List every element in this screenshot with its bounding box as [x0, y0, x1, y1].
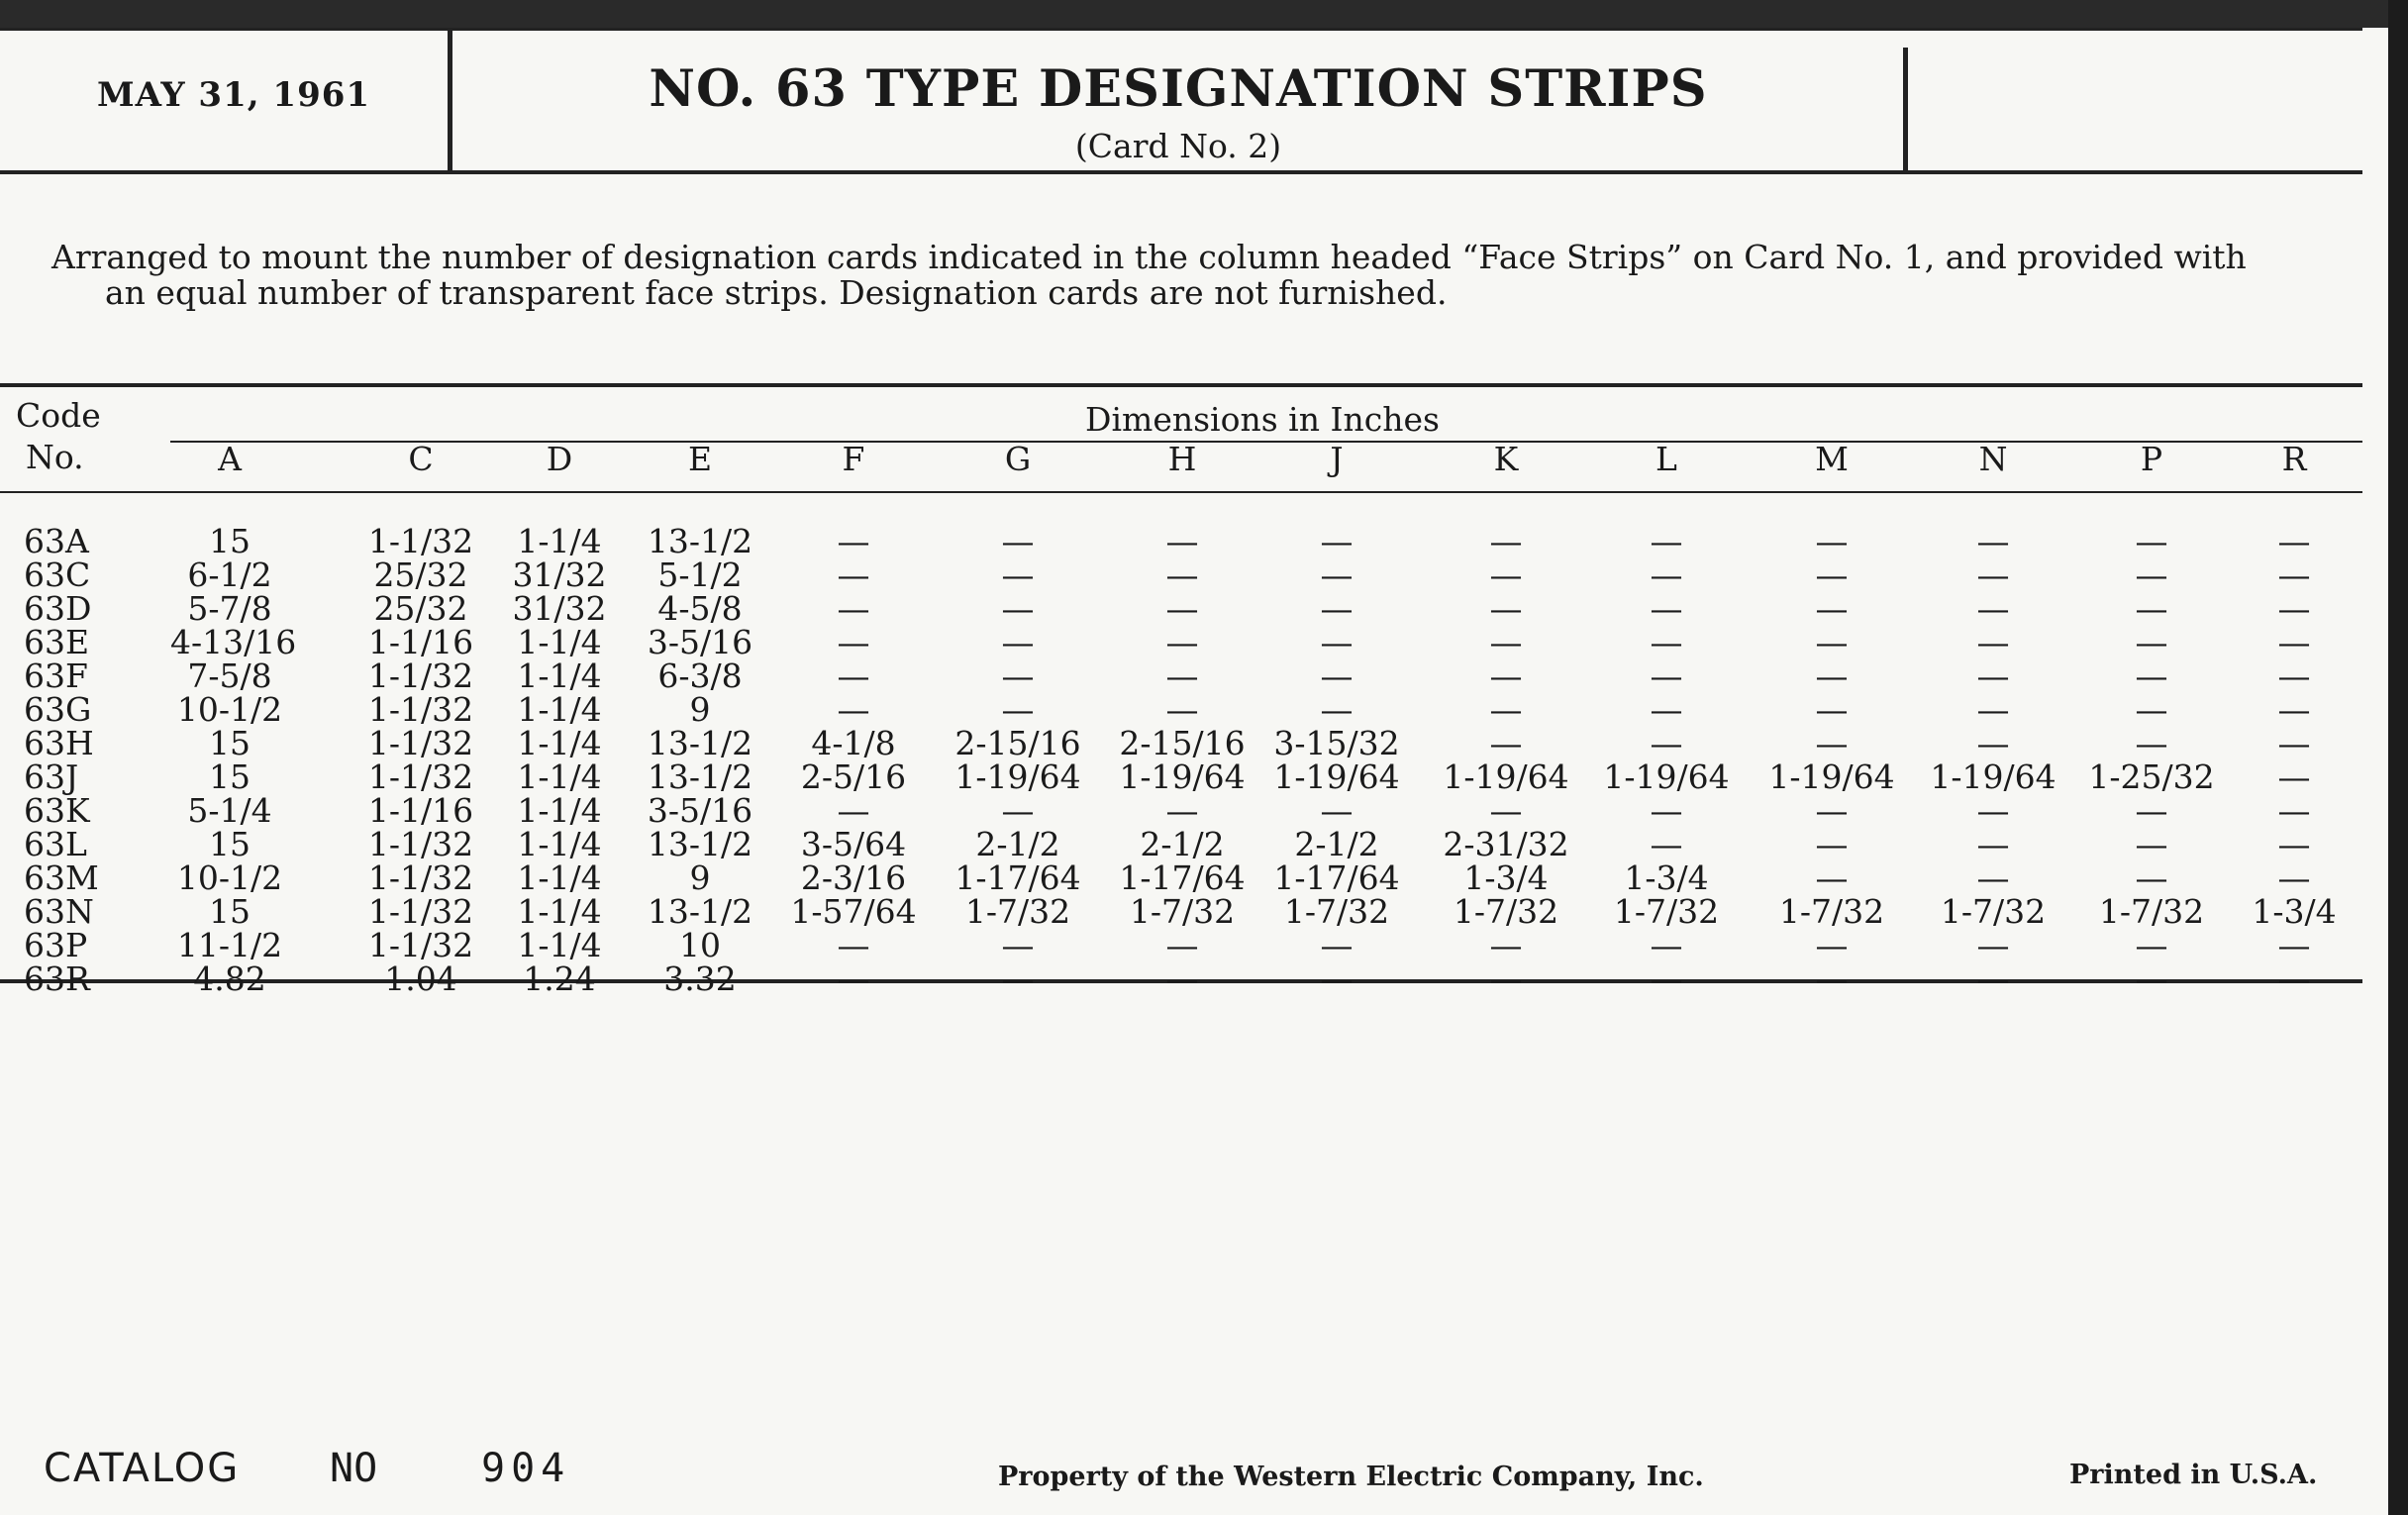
column-k: [1432, 522, 1580, 998]
column-n: [1929, 522, 2057, 998]
table-cell: 25/32: [373, 589, 468, 628]
table-cell: —: [2277, 690, 2311, 729]
table-cell: —: [2277, 522, 2311, 560]
printed-notice: Printed in U.S.A.: [2069, 1460, 2318, 1490]
table-cell: —: [1650, 556, 1683, 594]
code-cell: 63M: [24, 858, 99, 897]
table-cell: 25/32: [373, 556, 468, 594]
table-cell: —: [1976, 589, 2010, 628]
table-cell: —: [1976, 656, 2010, 695]
table-cell: —: [837, 556, 870, 594]
code-cell: 63N: [24, 892, 94, 931]
table-cell: 1.24: [523, 960, 596, 998]
table-cell: —: [837, 623, 870, 661]
table-cell: —: [1815, 858, 1849, 897]
table-cell: —: [2135, 556, 2168, 594]
table-cell: —: [1165, 522, 1199, 560]
table-cell: —: [1650, 926, 1683, 964]
table-cell: —: [1976, 623, 2010, 661]
table-cell: —: [837, 589, 870, 628]
column-header-r: R: [2281, 440, 2307, 478]
table-cell: 4.82: [193, 960, 266, 998]
code-cell: 63C: [24, 556, 91, 594]
table-cell: —: [1489, 656, 1523, 695]
column-header-p: P: [2140, 440, 2163, 478]
table-cell: 1-1/32: [367, 690, 474, 729]
page-title: NO. 63 TYPE DESIGNATION STRIPS: [649, 59, 1708, 119]
table-cell: —: [1320, 791, 1354, 830]
table-cell: 1-1/32: [367, 724, 474, 762]
table-cell: 2-1/2: [1140, 825, 1225, 863]
code-cell: 63G: [24, 690, 92, 729]
table-cell: —: [837, 791, 870, 830]
table-cell: —: [2277, 926, 2311, 964]
table-cell: —: [2277, 589, 2311, 628]
table-cell: —: [2277, 825, 2311, 863]
table-cell: —: [1320, 656, 1354, 695]
table-cell: —: [1001, 623, 1035, 661]
table-cell: —: [1650, 589, 1683, 628]
table-head-rule: [0, 491, 2362, 493]
table-cell: —: [837, 656, 870, 695]
table-cell: —: [1976, 858, 2010, 897]
code-cell: 63A: [24, 522, 89, 560]
table-cell: 2-15/16: [954, 724, 1081, 762]
table-cell: —: [1650, 656, 1683, 695]
table-cell: 13-1/2: [647, 724, 753, 762]
table-cell: 9: [689, 690, 711, 729]
table-cell: 7-5/8: [187, 656, 272, 695]
table-cell: —: [1165, 690, 1199, 729]
table-cell: —: [2135, 724, 2168, 762]
table-cell: 5-1/4: [187, 791, 272, 830]
table-cell: 1-1/32: [367, 858, 474, 897]
column-p: [2087, 522, 2216, 998]
table-cell: —: [1320, 589, 1354, 628]
table-cell: —: [1001, 926, 1035, 964]
code-cell: 63D: [24, 589, 92, 628]
table-cell: 1-1/32: [367, 522, 474, 560]
table-cell: 1-7/32: [1129, 892, 1236, 931]
dimensions-header: Dimensions in Inches: [1085, 400, 1440, 439]
table-cell: —: [1815, 825, 1849, 863]
column-h: [1113, 522, 1252, 998]
column-header-a: A: [218, 440, 242, 478]
column-header-l: L: [1656, 440, 1677, 478]
table-cell: —: [1650, 690, 1683, 729]
table-cell: 6-3/8: [657, 656, 743, 695]
table-cell: —: [1976, 522, 2010, 560]
table-cell: —: [837, 960, 870, 998]
table-cell: 9: [689, 858, 711, 897]
table-cell: 1-19/64: [1273, 758, 1400, 796]
table-cell: —: [2277, 623, 2311, 661]
code-cell: 63P: [24, 926, 88, 964]
column-header-f: F: [842, 440, 865, 478]
table-cell: —: [1650, 522, 1683, 560]
table-cell: 3-5/64: [800, 825, 907, 863]
table-cell: 1-1/32: [367, 825, 474, 863]
table-cell: —: [1650, 825, 1683, 863]
table-cell: 1-7/32: [2098, 892, 2205, 931]
table-cell: 1-7/32: [964, 892, 1071, 931]
table-cell: —: [1815, 791, 1849, 830]
table-cell: 1-17/64: [1119, 858, 1246, 897]
header-divider-left: [448, 28, 452, 172]
table-cell: —: [2135, 623, 2168, 661]
table-cell: —: [1815, 623, 1849, 661]
table-cell: 2-1/2: [975, 825, 1060, 863]
code-cell: 63F: [24, 656, 88, 695]
table-cell: —: [1976, 825, 2010, 863]
table-cell: 1-25/32: [2088, 758, 2215, 796]
code-cell: 63J: [24, 758, 79, 796]
table-cell: —: [1815, 656, 1849, 695]
column-header-c: C: [408, 440, 434, 478]
table-cell: —: [2277, 556, 2311, 594]
table-cell: —: [1976, 556, 2010, 594]
header-top-rule: [0, 28, 2362, 31]
catalog-card: [0, 28, 2388, 1515]
table-cell: 1-3/4: [1624, 858, 1709, 897]
table-cell: 1-3/4: [2252, 892, 2337, 931]
table-cell: 2-3/16: [800, 858, 907, 897]
table-cell: —: [1815, 690, 1849, 729]
intro-line-1: Arranged to mount the number of designation cards indicated in the column headed “Face Strips” on Card No. 1, and provided with: [51, 238, 2247, 276]
table-cell: 3-15/32: [1273, 724, 1400, 762]
column-e: [626, 522, 774, 998]
table-cell: 10: [679, 926, 721, 964]
table-cell: 1-19/64: [1443, 758, 1569, 796]
table-cell: —: [2135, 690, 2168, 729]
table-cell: —: [1489, 724, 1523, 762]
table-cell: 1-19/64: [954, 758, 1081, 796]
table-cell: 1-1/4: [517, 926, 602, 964]
table-cell: —: [1650, 960, 1683, 998]
table-cell: —: [2135, 656, 2168, 695]
table-cell: —: [2277, 960, 2311, 998]
table-cell: —: [2135, 791, 2168, 830]
table-cell: 1-19/64: [1768, 758, 1895, 796]
table-cell: 4-5/8: [657, 589, 743, 628]
table-cell: 1-1/32: [367, 758, 474, 796]
table-cell: —: [1976, 724, 2010, 762]
table-cell: 1-7/32: [1613, 892, 1720, 931]
table-cell: 2-31/32: [1443, 825, 1569, 863]
scan-edge: [2388, 0, 2408, 1515]
table-cell: —: [2135, 926, 2168, 964]
table-cell: —: [1650, 623, 1683, 661]
table-cell: 10-1/2: [176, 858, 283, 897]
code-cell: 63E: [24, 623, 90, 661]
table-cell: —: [1165, 926, 1199, 964]
table-cell: —: [1001, 589, 1035, 628]
table-cell: 13-1/2: [647, 825, 753, 863]
table-cell: 6-1/2: [187, 556, 272, 594]
column-g: [949, 522, 1087, 998]
code-cell: 63L: [24, 825, 87, 863]
catalog-number: 904: [481, 1446, 571, 1491]
code-cell: 63R: [24, 960, 90, 998]
table-cell: 1-1/4: [517, 825, 602, 863]
table-cell: 1-3/4: [1463, 858, 1549, 897]
column-l: [1602, 522, 1731, 998]
table-cell: 1-1/4: [517, 724, 602, 762]
column-header-j: J: [1330, 440, 1344, 478]
table-cell: 31/32: [512, 589, 607, 628]
table-cell: —: [1320, 522, 1354, 560]
table-cell: 3-5/16: [647, 791, 753, 830]
table-cell: 1-17/64: [954, 858, 1081, 897]
table-cell: 2-5/16: [800, 758, 907, 796]
table-cell: —: [2277, 724, 2311, 762]
column-header-e: E: [687, 440, 713, 478]
table-cell: —: [1815, 960, 1849, 998]
table-cell: 1.04: [384, 960, 457, 998]
table-cell: —: [1650, 791, 1683, 830]
table-cell: 5-1/2: [657, 556, 743, 594]
column-j: [1267, 522, 1406, 998]
table-cell: 1-1/4: [517, 690, 602, 729]
table-cell: —: [1976, 690, 2010, 729]
table-cell: 1-1/16: [367, 791, 474, 830]
code-header-2: No.: [26, 438, 84, 476]
table-cell: 4-1/8: [811, 724, 896, 762]
column-a: [170, 522, 297, 998]
table-cell: 1-19/64: [1603, 758, 1730, 796]
card-number: (Card No. 2): [1074, 127, 1282, 165]
table-cell: 13-1/2: [647, 758, 753, 796]
table-cell: —: [837, 522, 870, 560]
table-cell: —: [2135, 825, 2168, 863]
code-cell: 63K: [24, 791, 90, 830]
table-cell: 15: [209, 758, 251, 796]
column-f: [784, 522, 923, 998]
table-cell: —: [2135, 858, 2168, 897]
table-cell: —: [1489, 960, 1523, 998]
table-cell: —: [1815, 556, 1849, 594]
table-cell: —: [1976, 926, 2010, 964]
table-cell: 4-13/16: [170, 623, 297, 661]
table-cell: 1-1/4: [517, 656, 602, 695]
table-cell: 1-1/4: [517, 623, 602, 661]
table-cell: —: [1976, 960, 2010, 998]
table-cell: —: [2135, 960, 2168, 998]
table-cell: —: [837, 690, 870, 729]
column-m: [1762, 522, 1901, 998]
table-cell: 1-19/64: [1930, 758, 2057, 796]
table-cell: 1-1/32: [367, 656, 474, 695]
table-cell: —: [1165, 960, 1199, 998]
code-header-1: Code: [16, 396, 101, 435]
table-cell: —: [1001, 556, 1035, 594]
table-cell: 2-15/16: [1119, 724, 1246, 762]
table-cell: —: [1489, 623, 1523, 661]
table-cell: 1-7/32: [1778, 892, 1885, 931]
table-cell: —: [1815, 926, 1849, 964]
table-cell: —: [1489, 589, 1523, 628]
table-cell: —: [1489, 522, 1523, 560]
table-cell: —: [1489, 556, 1523, 594]
card-date: MAY 31, 1961: [97, 75, 371, 115]
table-cell: —: [1165, 589, 1199, 628]
table-cell: —: [1165, 623, 1199, 661]
table-cell: 1-19/64: [1119, 758, 1246, 796]
table-cell: 10-1/2: [176, 690, 283, 729]
table-cell: 1-7/32: [1453, 892, 1559, 931]
table-cell: 5-7/8: [187, 589, 272, 628]
table-cell: —: [1320, 960, 1354, 998]
table-top-rule: [0, 383, 2362, 387]
table-cell: 31/32: [512, 556, 607, 594]
table-cell: —: [837, 926, 870, 964]
property-notice: Property of the Western Electric Company, Inc.: [998, 1462, 1704, 1492]
table-cell: 15: [209, 892, 251, 931]
table-cell: 1-57/64: [790, 892, 917, 931]
intro-line-2: an equal number of transparent face strips. Designation cards are not furnished.: [105, 273, 1448, 312]
column-r: [2252, 522, 2337, 998]
header-bottom-rule: [0, 170, 2362, 174]
table-cell: —: [1001, 690, 1035, 729]
table-cell: —: [2277, 758, 2311, 796]
table-cell: —: [1165, 656, 1199, 695]
table-cell: —: [1320, 926, 1354, 964]
column-header-h: H: [1167, 440, 1197, 478]
table-cell: 3.32: [663, 960, 737, 998]
table-cell: 1-17/64: [1273, 858, 1400, 897]
table-cell: 13-1/2: [647, 522, 753, 560]
table-cell: 1-1/4: [517, 791, 602, 830]
table-cell: 15: [209, 522, 251, 560]
column-header-g: G: [1004, 440, 1032, 478]
table-cell: 1-7/32: [1940, 892, 2047, 931]
table-cell: —: [2135, 589, 2168, 628]
catalog-no-label: NO: [330, 1446, 378, 1491]
column-header-m: M: [1815, 440, 1849, 478]
table-cell: 15: [209, 724, 251, 762]
table-cell: —: [1320, 623, 1354, 661]
table-cell: —: [1001, 960, 1035, 998]
intro-paragraph: [51, 240, 2329, 311]
table-cell: 1-7/32: [1283, 892, 1390, 931]
table-cell: —: [1815, 589, 1849, 628]
table-cell: 11-1/2: [176, 926, 283, 964]
table-cell: —: [1489, 791, 1523, 830]
table-cell: 1-1/4: [517, 892, 602, 931]
table-cell: —: [2135, 522, 2168, 560]
table-cell: —: [2277, 791, 2311, 830]
table-cell: —: [1165, 556, 1199, 594]
column-header-d: D: [546, 440, 573, 478]
column-header-k: K: [1493, 440, 1519, 478]
table-cell: 3-5/16: [647, 623, 753, 661]
table-cell: 1-1/4: [517, 522, 602, 560]
table-cell: 13-1/2: [647, 892, 753, 931]
table-cell: —: [1489, 926, 1523, 964]
table-cell: —: [1001, 522, 1035, 560]
column-c: [356, 522, 485, 998]
table-cell: —: [1320, 556, 1354, 594]
table-cell: 1-1/32: [367, 892, 474, 931]
column-d: [505, 522, 614, 998]
table-cell: 2-1/2: [1294, 825, 1379, 863]
table-cell: —: [1489, 690, 1523, 729]
table-cell: —: [1001, 791, 1035, 830]
table-cell: 1-1/16: [367, 623, 474, 661]
table-cell: —: [2277, 858, 2311, 897]
table-cell: —: [1165, 791, 1199, 830]
table-cell: 1-1/32: [367, 926, 474, 964]
code-cell: 63H: [24, 724, 94, 762]
table-cell: —: [1001, 656, 1035, 695]
table-cell: —: [1320, 690, 1354, 729]
catalog-label: CATALOG: [44, 1446, 241, 1491]
table-cell: —: [2277, 656, 2311, 695]
table-cell: 15: [209, 825, 251, 863]
table-cell: 1-1/4: [517, 758, 602, 796]
table-cell: 1-1/4: [517, 858, 602, 897]
header-divider-right: [1903, 48, 1908, 172]
table-cell: —: [1815, 724, 1849, 762]
table-cell: —: [1815, 522, 1849, 560]
code-column: [24, 522, 99, 998]
table-cell: —: [1976, 791, 2010, 830]
table-cell: —: [1650, 724, 1683, 762]
column-header-n: N: [1978, 440, 2008, 478]
